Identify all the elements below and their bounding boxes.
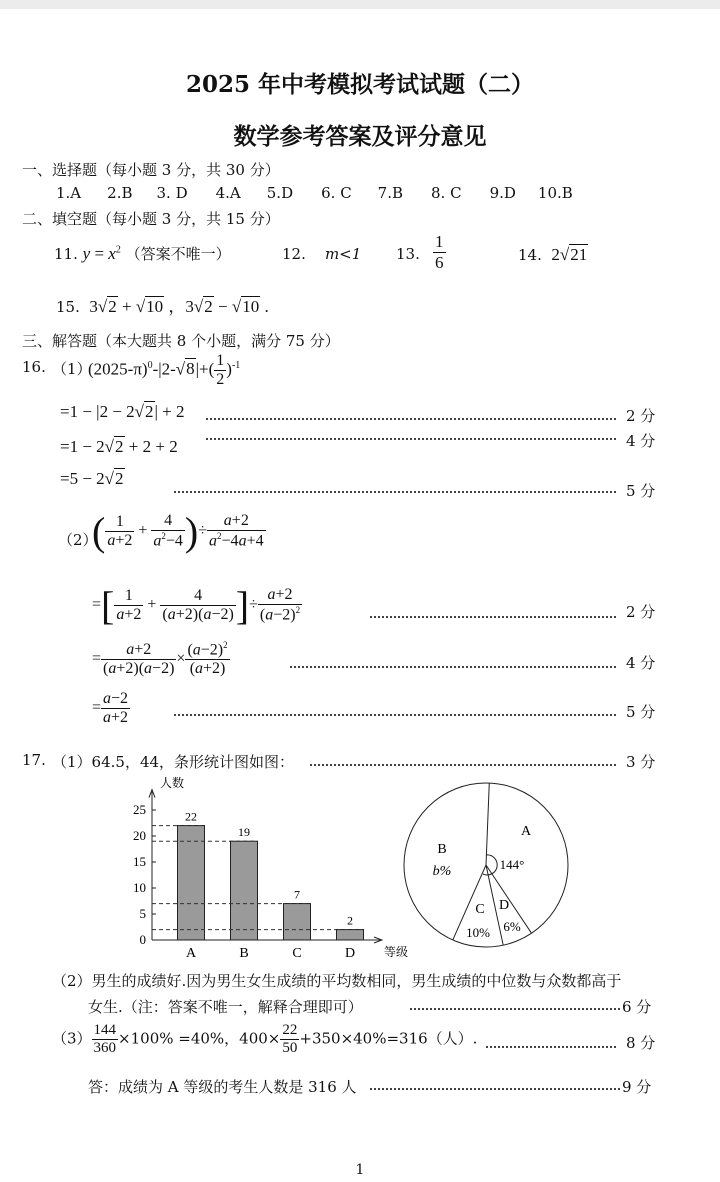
dotted-leader: [486, 1046, 616, 1048]
choice-answer: 2.B: [107, 184, 133, 202]
y-tick-label: 15: [133, 854, 146, 869]
dotted-leader: [410, 1008, 620, 1010]
bar-value-label: 7: [294, 887, 300, 902]
choice-answer: 8. C: [431, 184, 462, 202]
x-axis-label: 等级: [384, 945, 409, 959]
pie-slice-label: 10%: [466, 925, 490, 940]
y-tick-label: 10: [133, 880, 146, 895]
q16-part2-step1: =[ $\frac{1}{a+2}$ + $\frac{4}{(a+2)(a-2)}$ ]÷ $\frac{a+2}{(a-2)^2}$: [92, 583, 301, 628]
choice-answer: 5.D: [266, 184, 294, 202]
y-tick-label: 25: [133, 802, 146, 817]
dotted-leader: [370, 616, 616, 618]
q16-part2-step2: = $\frac{a+2}{(a+2)(a-2)}$ × $\frac{(a-2)^2}{(a+2)}$: [92, 640, 228, 678]
q16-part2-step3: = $\frac{a-2}{a+2}$: [92, 690, 129, 726]
bar-chart: [118, 773, 418, 963]
bar: [337, 930, 364, 940]
choice-answer: 4.A: [215, 184, 241, 202]
dotted-leader: [206, 438, 616, 440]
pie-slice-label: 6%: [503, 919, 521, 934]
score-3: 3 分: [626, 753, 656, 771]
q12: [282, 245, 361, 263]
score-2: 2 分: [626, 603, 656, 621]
q14-number: 14.: [518, 246, 542, 264]
y-tick-label: 5: [139, 906, 146, 921]
q17-part1-text: （1）64.5，44，条形统计图如图：: [52, 753, 295, 771]
score-5: 5 分: [626, 482, 656, 500]
q11-note: （答案不唯一）: [125, 245, 231, 263]
q15: 15. 3√2 + √10 ，3√2 − √10 .: [56, 297, 269, 316]
page-number: 1: [355, 1162, 365, 1178]
q17-part2-line2: 女生.（注：答案不唯一，解释合理即可）: [88, 998, 363, 1016]
bar-value-label: 19: [238, 825, 250, 840]
score-6: 6 分: [622, 998, 652, 1016]
q17-part3-label: （3）: [52, 1029, 92, 1048]
choice-answer: 10.B: [537, 184, 573, 202]
pie-category-label: C: [475, 902, 485, 917]
q13-answer: $\frac{1}{6}$: [435, 232, 444, 272]
section1-heading: 一、选择题（每小题 3 分，共 30 分）: [22, 161, 280, 179]
dotted-leader: [174, 714, 616, 716]
q16-number: 16.: [22, 358, 46, 376]
bar: [284, 904, 311, 940]
pie-chart: [400, 780, 572, 950]
category-label: B: [239, 946, 249, 961]
dotted-leader: [206, 418, 616, 420]
dotted-leader: [310, 764, 616, 766]
choice-answer: 3. D: [156, 184, 188, 202]
q17-part3-end: +350×40%=316（人）.: [299, 1029, 478, 1048]
dotted-leader: [370, 1088, 620, 1090]
q14: 14. 2√21: [518, 245, 588, 264]
q11-number: 11.: [54, 245, 78, 263]
q16-part1-expression: $(2025-\pi)^0-|2-√8|+$( $\frac{1}{2}$ )$^{-1}$: [88, 352, 241, 388]
section1-answers: [56, 184, 573, 202]
dotted-leader: [290, 666, 616, 668]
document-subtitle: 数学参考答案及评分意见: [233, 123, 487, 150]
top-bar: [0, 0, 720, 9]
bar-value-label: 2: [347, 913, 353, 928]
document-title: 2025 年中考模拟考试试题（二）: [185, 71, 535, 98]
bar: [178, 826, 205, 940]
q17-answer: 答：成绩为 A 等级的考生人数是 316 人: [88, 1078, 357, 1096]
pie-slice-label: b%: [432, 864, 452, 879]
choice-answer: 6. C: [321, 184, 352, 202]
q16-part2-expression: ( $\frac{1}{a+2}$ + $\frac{4}{a^2-4}$ )÷ $\frac{a+2}{a^2-4a+4}$: [92, 509, 264, 554]
q16-part2-label: （2）: [58, 531, 98, 549]
q12-answer: m<1: [324, 245, 362, 263]
dotted-leader: [174, 491, 616, 493]
section3-heading: 三、解答题（本大题共 8 个小题，满分 75 分）: [22, 332, 340, 350]
choice-answer: 9.D: [489, 184, 516, 202]
category-label: C: [292, 946, 302, 961]
q13-number: 13.: [396, 245, 420, 263]
choice-answer: 1.A: [56, 184, 82, 202]
pie-angle-label: 144°: [499, 857, 525, 872]
choice-answer: 7.B: [377, 184, 404, 202]
q17-part3: （3） $\frac{144}{360}$ ×100% =40%，400× $\frac{22}{50}$ +350×40%=316（人）.: [52, 1022, 478, 1056]
q16-step3: =5 − 2√2: [60, 469, 124, 488]
score-2: 2 分: [626, 407, 656, 425]
q17-number: 17.: [22, 751, 46, 769]
y-tick-label: 20: [133, 828, 146, 843]
y-axis-label: 人数: [160, 776, 185, 790]
category-label: D: [344, 946, 356, 961]
pie-category-label: D: [498, 898, 510, 913]
q11: 11. $y = x^2$ （答案不唯一）: [54, 244, 231, 263]
score-4: 4 分: [626, 432, 656, 450]
bar-value-label: 22: [185, 809, 197, 824]
score-4: 4 分: [626, 654, 656, 672]
q12-number: 12.: [282, 245, 306, 263]
q16-step2: =1 − 2√2 + 2 + 2: [60, 437, 178, 456]
pie-category-label: B: [437, 842, 447, 857]
score-5: 5 分: [626, 703, 656, 721]
pie-category-label: A: [520, 824, 532, 839]
bar: [231, 841, 258, 940]
q15-number: 15.: [56, 298, 80, 316]
category-label: A: [185, 946, 197, 961]
q17-part2-line1: （2）男生的成绩好.因为男生女生成绩的平均数相同，男生成绩的中位数与众数都高于: [52, 972, 622, 990]
section2-heading: 二、填空题（每小题 3 分，共 15 分）: [22, 210, 280, 228]
q16-part1-label: （1）: [52, 360, 92, 378]
q16-step1: =1 − |2 − 2√2| + 2: [60, 402, 185, 421]
q17-part3-mid: ×100% =40%，400×: [118, 1029, 281, 1048]
score-8: 8 分: [626, 1034, 656, 1052]
score-9: 9 分: [622, 1078, 652, 1096]
y-tick-label: 0: [139, 932, 146, 947]
